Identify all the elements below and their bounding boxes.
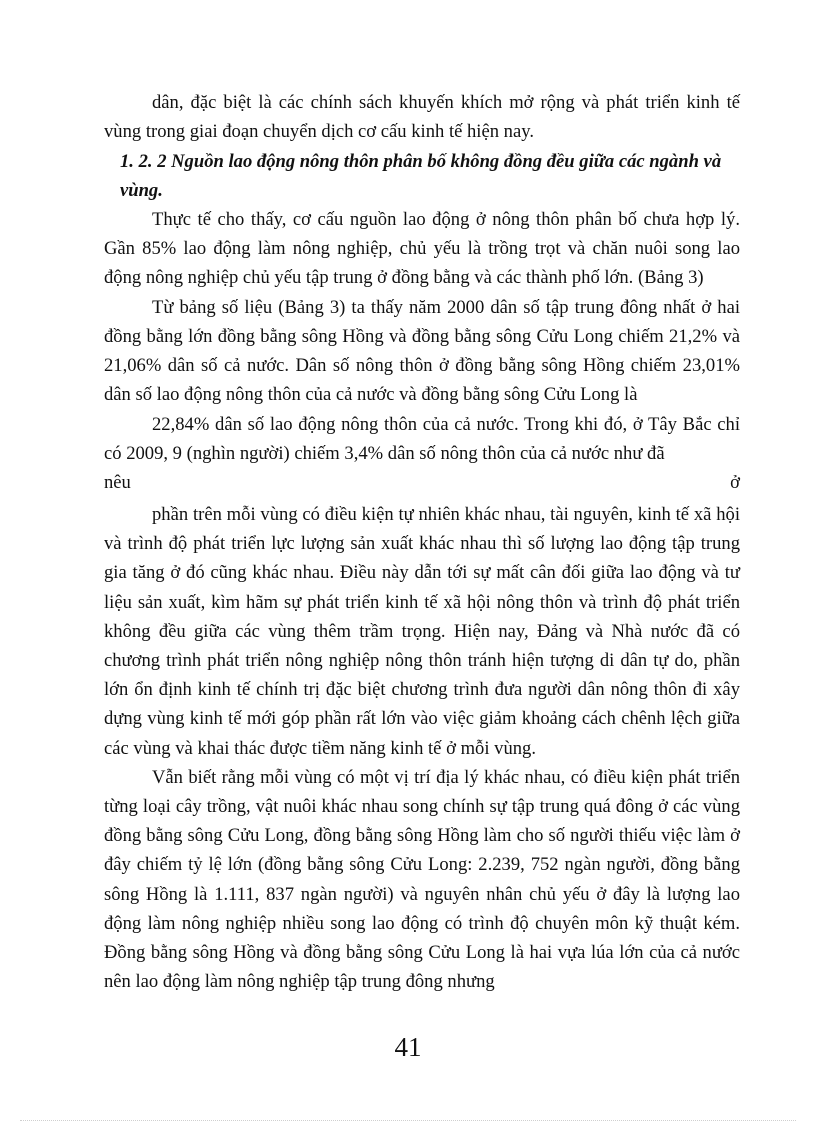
page-number: 41 — [394, 1032, 422, 1062]
paragraph-2c-left: nêu — [104, 472, 131, 494]
paragraph-3: phần trên mỗi vùng có điều kiện tự nhiên khác nhau, tài nguyên, kinh tế xã hội và trình độ phát triển lực lượng sản xuất khác nhau thì số lượng lao động tập trung gia tăng ở đó cũng khác nhau. Điều này dẫn tới sự mất cân đối giữa lao động và tư liệu sản xuất, kìm hãm sự phát triển kinh tế xã hội nông thôn và trình độ phát triển không đều giữa các vùng thêm trầm trọng. Hiện nay, Đảng và Nhà nước đã có chương trình phát triển nông nghiệp nông thôn tránh hiện tượng di dân tự do, phần lớn ổn định kinh tế chính trị đặc biệt chương trình đưa người dân nông thôn đi xây dựng vùng kinh tế mới góp phần rất lớn vào việc giảm khoảng cách chênh lệch giữa các vùng và khai thác được tiềm năng kinh tế ở mỗi vùng. — [104, 504, 740, 759]
paragraph-2c-right: ở — [730, 472, 740, 494]
body-block-1 — [104, 205, 740, 409]
paragraph-2a: Từ bảng số liệu (Bảng 3) ta thấy năm 2000 dân số tập trung đông nhất ở hai đồng bằng lớn đồng bằng sông Hồng và đồng bằng sông Cửu Long chiếm 21,2% và 21,06% dân số cả nước. Dân số nông thôn ở đồng bằng sông Hồng chiếm 23,01% dân số lao động nông thôn của cả nước và đồng bằng sông Cửu Long là — [104, 296, 740, 406]
paragraph-2c-line — [104, 468, 740, 497]
paragraph-4: Vẫn biết rằng mỗi vùng có một vị trí địa lý khác nhau, có điều kiện phát triển từng loại cây trồng, vật nuôi khác nhau song chính sự tập trung quá đông ở các vùng đồng bằng sông Cửu Long, đồng bằng sông Hồng làm cho số người thiếu việc làm ở đây chiếm tỷ lệ lớn (đồng bằng sông Cửu Long: 2.239, 752 ngàn người, đồng bằng sông Hồng là 1.111, 837 ngàn người) và nguyên nhân chủ yếu ở đây là lượng lao động làm nông nghiệp nhiều song lao động có trình độ chuyên môn kỹ thuật kém. Đồng bằng sông Hồng và đồng bằng sông Cửu Long là hai vựa lúa lớn của cả nước nên lao động làm nông nghiệp tập trung đông nhưng — [104, 766, 740, 993]
body-block-2 — [104, 410, 740, 498]
intro-paragraph: dân, đặc biệt là các chính sách khuyến khích mở rộng và phát triển kinh tế vùng trong giai đoạn chuyển dịch cơ cấu kinh tế hiện nay. — [104, 92, 740, 143]
intro-block — [104, 88, 740, 146]
paragraph-1: Thực tế cho thấy, cơ cấu nguồn lao động ở nông thôn phân bố chưa hợp lý. Gần 85% lao động làm nông nghiệp, chủ yếu là trồng trọt và chăn nuôi song lao động nông nghiệp chủ yếu tập trung ở đồng bằng và các thành phố lớn. (Bảng 3) — [104, 209, 740, 289]
page-bottom-divider — [20, 1120, 796, 1121]
paragraph-2b: 22,84% dân số lao động nông thôn của cả nước. Trong khi đó, ở Tây Bắc chỉ có 2009, 9 (nghìn người) chiếm 3,4% dân số nông thôn của cả nước như đã — [104, 414, 740, 465]
body-block-3 — [104, 500, 740, 996]
section-heading: 1. 2. 2 Nguồn lao động nông thôn phân bố không đồng đều giữa các ngành và vùng. — [120, 151, 722, 202]
